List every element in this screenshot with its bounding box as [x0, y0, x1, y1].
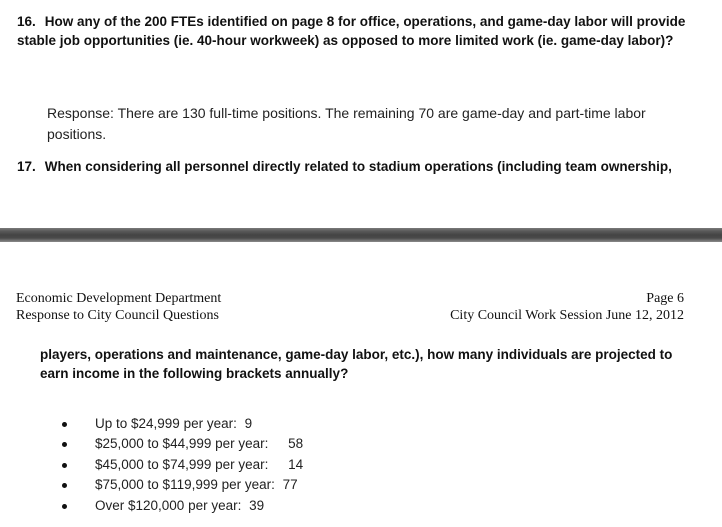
question-text: When considering all personnel directly related to stadium operations (including team ownership, — [44, 159, 672, 174]
previous-page-section — [0, 0, 722, 228]
bracket-label: Up to $24,999 per year: — [95, 416, 237, 431]
department-name: Economic Development Department — [16, 291, 222, 306]
bracket-value: 58 — [288, 436, 304, 452]
bracket-label: $75,000 to $119,999 per year: — [95, 477, 275, 493]
question-number: 17. — [17, 159, 36, 174]
list-item — [62, 434, 303, 454]
bullet-icon — [62, 442, 67, 447]
bullet-icon — [62, 422, 67, 427]
bullet-icon — [62, 483, 67, 488]
question-16 — [17, 12, 707, 50]
list-item — [62, 455, 303, 475]
bracket-value: 9 — [244, 416, 253, 431]
income-bracket-list — [62, 414, 303, 516]
bracket-value: 14 — [288, 456, 304, 472]
page-header-left — [16, 290, 221, 324]
bracket-label: Over $120,000 per year: — [95, 497, 242, 513]
page-gap — [0, 242, 722, 248]
question-text: How any of the 200 FTEs identified on page 8 for office, operations, and game-day labor will provide stable job opportunities (ie. 40-hour workweek) as opposed to more limited work (ie. game-day labor)? — [17, 14, 686, 48]
question-17 — [17, 157, 707, 176]
session-date: City Council Work Session June 12, 2012 — [450, 308, 684, 323]
question-16-response: Response: There are 130 full-time positions. The remaining 70 are game-day and part-time labor positions. — [47, 105, 646, 142]
list-item — [62, 414, 303, 434]
bracket-value: 39 — [249, 497, 265, 513]
bullet-icon — [62, 463, 67, 468]
bullet-icon — [62, 504, 67, 509]
bracket-value: 77 — [282, 477, 298, 493]
question-number: 16. — [17, 14, 36, 29]
page-break-divider — [0, 228, 722, 242]
question-17-continued: players, operations and maintenance, game-day labor, etc.), how many individuals are projected to earn income in the following brackets annually? — [40, 347, 673, 381]
page-number: Page 6 — [646, 291, 684, 306]
page-header-right — [450, 290, 684, 324]
list-item — [62, 496, 303, 516]
list-item — [62, 475, 303, 495]
bracket-label: $45,000 to $74,999 per year: — [95, 456, 269, 472]
bracket-label: $25,000 to $44,999 per year: — [95, 436, 269, 452]
document-subtitle: Response to City Council Questions — [16, 308, 219, 323]
